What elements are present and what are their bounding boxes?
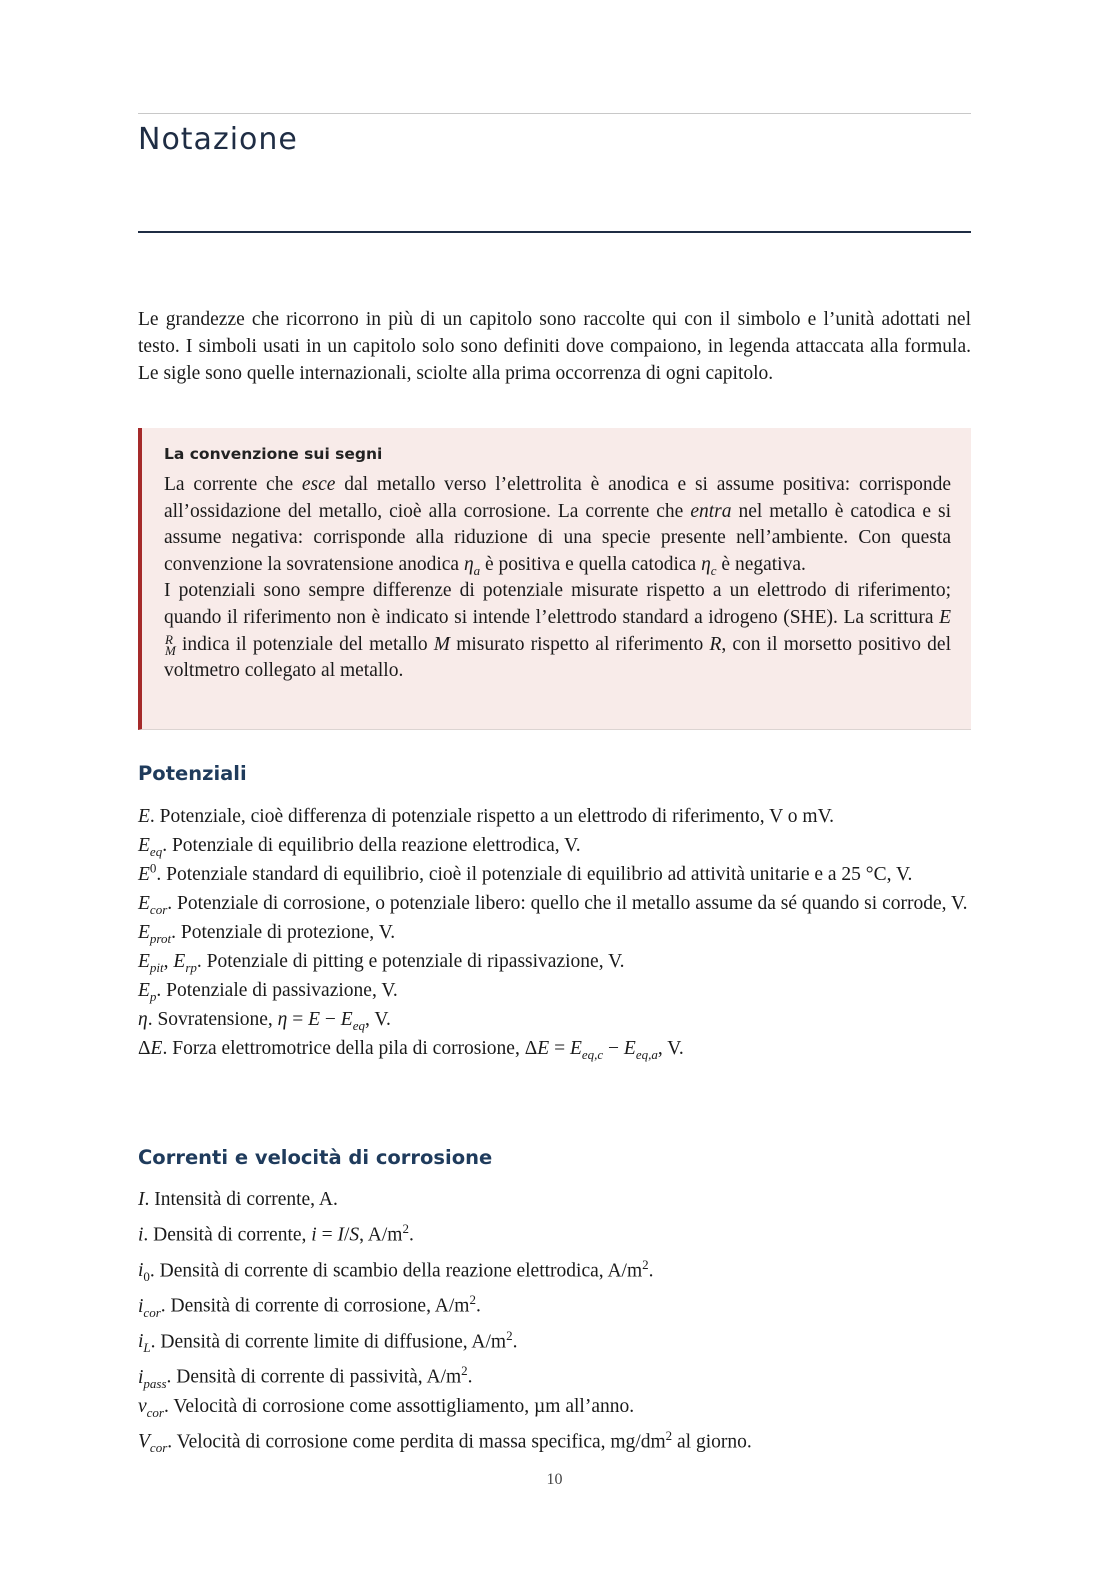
callout-paragraph-1: La corrente che esce dal metallo verso l’elettrolita è anodica e si assume positiva: corrisponde all’ossidazione del metallo, cioè alla corrosione. La corrente che entra nel metallo è catodica e si assume negativa: corrisponde alla riduzione di una specie presente nell’ambiente. Con questa convenzione la sovratensione anodica $\eta_a$ è positiva e quella catodica $\eta_c$ è negativa. — [164, 474, 951, 578]
list-item: η. Sovratensione, $\eta = E - E_{eq}$, V. — [138, 1009, 391, 1033]
potentials-list — [138, 803, 971, 1064]
list-item: $i_0$. Densità di corrente di scambio della reazione elettrodica, $A/m^2$. — [138, 1256, 654, 1284]
header-rule — [138, 113, 971, 114]
title-rule — [138, 231, 971, 233]
list-item: ΔE. Forza elettromotrice della pila di corrosione, $\Delta E = E_{eq,c} - E_{eq,a}$, V. — [138, 1038, 684, 1062]
list-item: $i_{cor}$. Densità di corrente di corrosione, $A/m^2$. — [138, 1292, 481, 1320]
list-item: $E_p$. Potenziale di passivazione, V. — [138, 980, 398, 1004]
list-item: i. Densità di corrente, i = I/S, $A/m^2$. — [138, 1221, 414, 1246]
list-item: E. Potenziale, cioè differenza di potenziale rispetto a un elettrodo di riferimento, V o mV. — [138, 806, 835, 827]
list-item: $i_{pass}$. Densità di corrente di passività, $A/m^2$. — [138, 1363, 473, 1391]
list-item: $v_{cor}$. Velocità di corrosione come assottigliamento, µm all’anno. — [138, 1395, 635, 1420]
list-item: $V_{cor}$. Velocità di corrosione come perdita di massa specifica, $mg/dm^2$ al giorno. — [138, 1427, 752, 1455]
list-item: $E_{eq}$. Potenziale di equilibrio della reazione elettrodica, V. — [138, 835, 581, 859]
list-item: $E_{prot}$. Potenziale di protezione, V. — [138, 922, 396, 946]
list-item: $E_{cor}$. Potenziale di corrosione, o potenziale libero: quello che il metallo assume da sé quando si corrode, V. — [138, 893, 968, 917]
section-title-currents: Correnti e velocità di corrosione — [138, 1146, 493, 1169]
list-item: I. Intensità di corrente, A. — [138, 1189, 338, 1210]
list-item: $E^0$. Potenziale standard di equilibrio, cioè il potenziale di equilibrio ad attività unitarie e a 25 °C, V. — [138, 860, 913, 885]
chapter-title: Notazione — [138, 122, 298, 157]
page-number: 10 — [546, 1471, 563, 1488]
callout-title: La convenzione sui segni — [164, 445, 383, 463]
currents-list — [138, 1186, 971, 1457]
list-item: $E_{pit}$, $E_{rp}$. Potenziale di pitting e potenziale di ripassivazione, V. — [138, 951, 625, 975]
callout-paragraph-2: I potenziali sono sempre differenze di potenziale misurate rispetto a un elettrodo di riferimento; quando il riferimento non è indicato si intende l’elettrodo standard a idrogeno (SHE). La scrittura E R M indica il potenziale del metallo M misurato rispetto al riferimento R, con il morsetto positivo del voltmetro collegato al metallo. — [164, 580, 951, 682]
sign-convention-box — [138, 428, 971, 730]
section-title-potentials: Potenziali — [138, 762, 247, 785]
intro-paragraph: Le grandezze che ricorrono in più di un capitolo sono raccolte qui con il simbolo e l’unità adottati nel testo. I simboli usati in un capitolo solo sono definiti dove compaiono, in legenda attaccata alla formula. Le sigle sono quelle internazionali, sciolte alla prima occorrenza di ogni capitolo. — [138, 309, 971, 384]
list-item: $i_L$. Densità di corrente limite di diffusione, $A/m^2$. — [138, 1327, 518, 1355]
page — [138, 0, 971, 1579]
